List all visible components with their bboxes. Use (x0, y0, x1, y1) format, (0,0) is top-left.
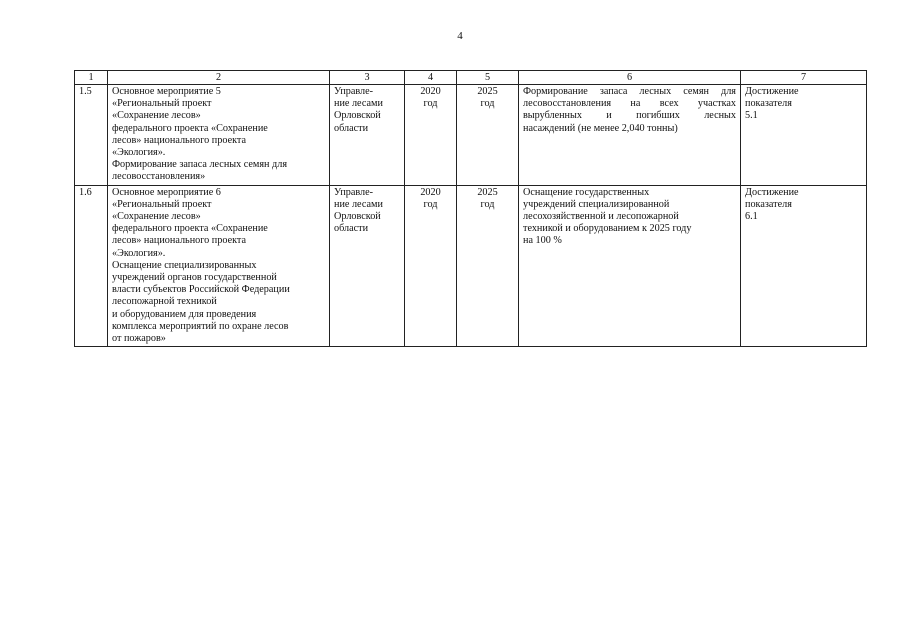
result-line: лесовосстановления на всех участках (523, 98, 736, 110)
start-year-cell (405, 185, 457, 347)
indicator-line: 6.1 (745, 211, 758, 223)
header-col-3: 3 (330, 71, 405, 85)
event-line: «Сохранение лесов» (112, 211, 201, 223)
event-line: «Экология». (112, 247, 166, 259)
start-year-unit: год (423, 98, 438, 110)
indicator-line: Достижение (745, 86, 799, 97)
event-line: комплекса мероприятий по охране лесов (112, 320, 289, 332)
result-line: Оснащение государственных (523, 186, 650, 198)
executor-line: области (334, 122, 369, 134)
executor-line: области (334, 223, 369, 235)
event-line: лесовосстановления» (112, 171, 206, 183)
end-year-cell (457, 185, 519, 347)
page-number: 4 (457, 30, 463, 42)
table-row (75, 85, 867, 186)
indicator-link-cell (741, 185, 867, 347)
event-line: Формирование запаса лесных семян для (112, 159, 288, 171)
event-line: федерального проекта «Сохранение (112, 223, 268, 235)
event-line: учреждений органов государственной (112, 272, 277, 284)
event-line: лесопожарной техникой (112, 296, 217, 308)
executor-line: ние лесами (334, 198, 383, 210)
end-year-unit: год (480, 98, 495, 110)
result-line: вырубленных и погибших лесных (523, 110, 736, 122)
event-line: «Региональный проект (112, 98, 212, 110)
header-col-4: 4 (405, 71, 457, 85)
start-year: 2020 (420, 186, 441, 198)
header-row (75, 71, 867, 85)
end-year: 2025 (477, 186, 498, 198)
event-line: федерального проекта «Сохранение (112, 122, 268, 134)
executor-cell (330, 85, 405, 186)
executor-line: Управле- (334, 186, 374, 198)
executor-cell (330, 185, 405, 347)
event-line: и оборудованием для проведения (112, 308, 257, 320)
event-line: Основное мероприятие 5 (112, 86, 221, 97)
measures-table (74, 70, 867, 347)
result-line: Формирование запаса лесных семян для (523, 86, 736, 97)
start-year-cell (405, 85, 457, 186)
event-line: «Региональный проект (112, 198, 212, 210)
header-col-1: 1 (75, 71, 108, 85)
executor-line: Управле- (334, 86, 374, 97)
indicator-line: показателя (745, 198, 792, 210)
table-row (75, 185, 867, 347)
indicator-line: 5.1 (745, 110, 758, 122)
end-year: 2025 (477, 86, 498, 97)
header-col-7: 7 (741, 71, 867, 85)
result-line: учреждений специализированной (523, 198, 670, 210)
result-line: насаждений (не менее 2,040 тонны) (523, 122, 678, 134)
result-line: на 100 % (523, 235, 562, 247)
end-year-cell (457, 85, 519, 186)
result-line: лесохозяйственной и лесопожарной (523, 211, 679, 223)
indicator-link-cell (741, 85, 867, 186)
event-line: Оснащение специализированных (112, 259, 257, 271)
start-year-unit: год (423, 198, 438, 210)
event-cell (108, 85, 330, 186)
result-cell (519, 85, 741, 186)
event-line: власти субъектов Российской Федерации (112, 284, 290, 296)
header-col-2: 2 (108, 71, 330, 85)
start-year: 2020 (420, 86, 441, 97)
indicator-line: показателя (745, 98, 792, 110)
end-year-unit: год (480, 198, 495, 210)
header-col-5: 5 (457, 71, 519, 85)
executor-line: ние лесами (334, 98, 383, 110)
event-cell (108, 185, 330, 347)
event-line: «Экология». (112, 147, 166, 159)
row-number: 1.6 (75, 185, 108, 347)
indicator-line: Достижение (745, 186, 799, 198)
executor-line: Орловской (334, 110, 381, 122)
result-cell (519, 185, 741, 347)
event-line: Основное мероприятие 6 (112, 186, 221, 198)
event-line: лесов» национального проекта (112, 134, 246, 146)
header-col-6: 6 (519, 71, 741, 85)
event-line: лесов» национального проекта (112, 235, 246, 247)
event-line: «Сохранение лесов» (112, 110, 201, 122)
row-number: 1.5 (75, 85, 108, 186)
event-line: от пожаров» (112, 333, 166, 345)
result-line: техникой и оборудованием к 2025 году (523, 223, 692, 235)
executor-line: Орловской (334, 211, 381, 223)
